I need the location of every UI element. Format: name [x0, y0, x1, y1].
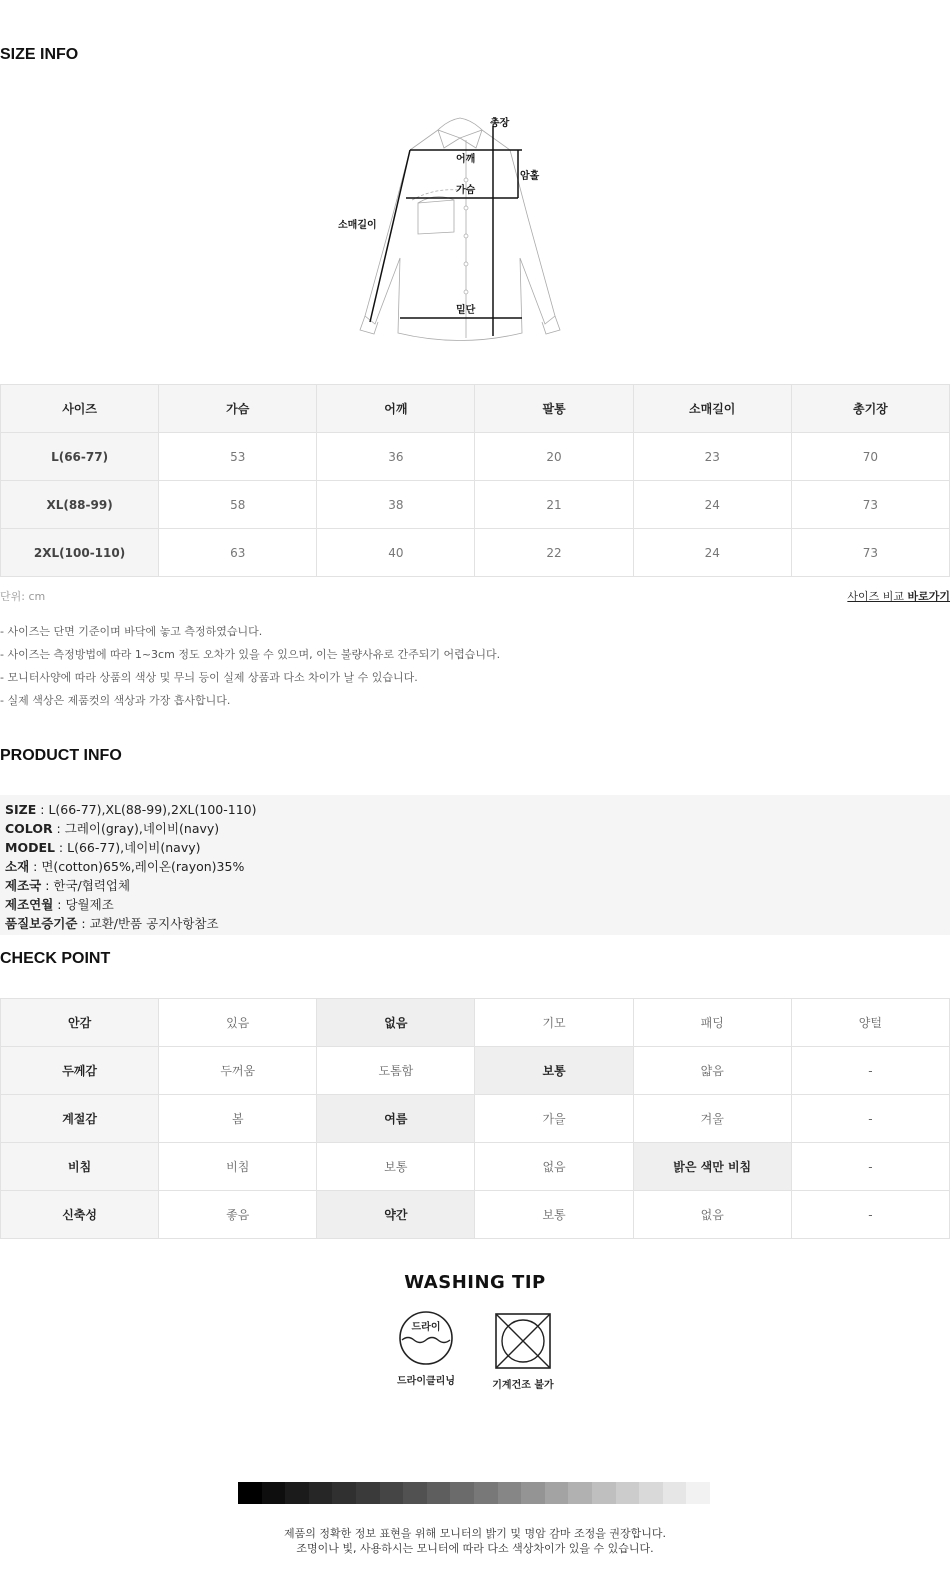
gray-swatch: [545, 1482, 569, 1504]
check-point-row: [1, 1191, 950, 1239]
no-tumble-dry-icon: [494, 1312, 552, 1370]
size-cell: 24: [633, 529, 791, 577]
size-cell: 24: [633, 481, 791, 529]
note-item: - 사이즈는 측정방법에 따라 1~3cm 정도 오차가 있을 수 있으며, 이는 불량사유로 간주되기 어렵습니다.: [0, 648, 501, 661]
size-compare-link-text: 바로가기: [907, 590, 950, 603]
check-point-option: 보통: [475, 1191, 633, 1239]
gray-swatch: [332, 1482, 356, 1504]
size-cell: 40: [317, 529, 475, 577]
monitor-note: [0, 1526, 950, 1556]
size-table-row: [1, 433, 950, 481]
gray-swatch: [450, 1482, 474, 1504]
gray-swatch: [285, 1482, 309, 1504]
product-info-separator: :: [29, 859, 42, 874]
gray-swatch: [238, 1482, 262, 1504]
product-info-title: PRODUCT INFO: [0, 747, 122, 764]
diagram-label-armhole: 암홀: [520, 171, 540, 182]
size-info-title: SIZE INFO: [0, 46, 79, 63]
product-info-key: COLOR: [5, 821, 53, 836]
gray-swatch: [356, 1482, 380, 1504]
dry-clean-item: [396, 1310, 456, 1387]
size-label: XL(88-99): [1, 481, 159, 529]
gray-swatch: [309, 1482, 333, 1504]
washing-tip-title: WASHING TIP: [404, 1272, 546, 1293]
check-point-row: [1, 1095, 950, 1143]
size-table-row: [1, 481, 950, 529]
product-info-key: 제조연월: [5, 897, 54, 912]
check-point-row: [1, 1047, 950, 1095]
unit-text: 단위: cm: [0, 590, 46, 603]
size-table: [0, 384, 950, 577]
product-info-row: [5, 914, 945, 933]
size-table-header-row: [1, 385, 950, 433]
diagram-label-sleeve: 소매길이: [338, 220, 377, 231]
product-info-row: [5, 838, 945, 857]
gray-swatch: [521, 1482, 545, 1504]
check-point-row: [1, 999, 950, 1047]
gray-swatch: [616, 1482, 640, 1504]
product-info-separator: :: [36, 802, 49, 817]
gray-swatch: [639, 1482, 663, 1504]
product-info-value: 한국/협력업체: [53, 878, 131, 893]
no-tumble-dry-label: 기계건조 불가: [492, 1380, 554, 1391]
size-compare-label: 사이즈 비교: [847, 590, 908, 603]
size-table-header: 소매길이: [633, 385, 791, 433]
size-cell: 21: [475, 481, 633, 529]
gray-swatch: [592, 1482, 616, 1504]
product-info-key: 소재: [5, 859, 30, 874]
size-cell: 70: [791, 433, 949, 481]
product-info-separator: :: [77, 916, 90, 931]
product-info-key: 제조국: [5, 878, 42, 893]
product-info-value: 당월제조: [65, 897, 114, 912]
gray-swatch: [686, 1482, 710, 1504]
check-point-row: [1, 1143, 950, 1191]
check-point-option: 기모: [475, 999, 633, 1047]
check-point-label: 안감: [1, 999, 159, 1047]
check-point-table: [0, 998, 950, 1239]
gray-swatch: [474, 1482, 498, 1504]
size-table-row: [1, 529, 950, 577]
check-point-label: 비침: [1, 1143, 159, 1191]
check-point-option-selected: 보통: [475, 1047, 633, 1095]
size-label: 2XL(100-110): [1, 529, 159, 577]
check-point-label: 계절감: [1, 1095, 159, 1143]
diagram-label-total-length: 총장: [490, 118, 510, 129]
check-point-option: 두꺼움: [159, 1047, 317, 1095]
check-point-option: -: [791, 1095, 949, 1143]
size-table-header: 팔통: [475, 385, 633, 433]
check-point-option: 가을: [475, 1095, 633, 1143]
diagram-label-shoulder: 어깨: [456, 154, 476, 165]
dry-clean-icon: [398, 1310, 454, 1366]
gray-swatch: [498, 1482, 522, 1504]
monitor-note-line: 조명이나 빛, 사용하시는 모니터에 따라 다소 색상차이가 있을 수 있습니다.: [296, 1542, 654, 1555]
product-info-row: [5, 819, 945, 838]
diagram-label-chest: 가슴: [456, 185, 476, 196]
size-table-header: 총기장: [791, 385, 949, 433]
product-info-separator: :: [41, 878, 54, 893]
product-info-row: [5, 800, 945, 819]
gray-swatch: [403, 1482, 427, 1504]
product-info-separator: :: [54, 840, 68, 855]
product-info-value: L(66-77),XL(88-99),2XL(100-110): [48, 802, 257, 817]
check-point-option: 도톰함: [317, 1047, 475, 1095]
product-info-row: [5, 876, 945, 895]
note-item: - 모니터사양에 따라 상품의 색상 및 무늬 등이 실제 상품과 다소 차이가 날 수 있습니다.: [0, 671, 418, 684]
size-cell: 73: [791, 529, 949, 577]
size-cell: 73: [791, 481, 949, 529]
gray-swatch: [568, 1482, 592, 1504]
no-tumble-dry-item: [490, 1312, 556, 1391]
product-info-value: 면(cotton)65%,레이온(rayon)35%: [41, 859, 245, 874]
check-point-option: 비침: [159, 1143, 317, 1191]
size-compare-link[interactable]: [847, 588, 950, 604]
size-cell: 58: [159, 481, 317, 529]
gray-swatch: [262, 1482, 286, 1504]
product-info-value: L(66-77),네이비(navy): [67, 840, 201, 855]
check-point-option: 봄: [159, 1095, 317, 1143]
size-table-header: 사이즈: [1, 385, 159, 433]
check-point-option: 겨울: [633, 1095, 791, 1143]
note-item: - 사이즈는 단면 기준이며 바닥에 놓고 측정하였습니다.: [0, 625, 263, 638]
check-point-title: CHECK POINT: [0, 950, 111, 967]
size-label: L(66-77): [1, 433, 159, 481]
product-info-box: [0, 795, 950, 935]
product-info-key: SIZE: [5, 802, 37, 817]
diagram-label-hem: 밑단: [456, 305, 476, 316]
check-point-option: 없음: [633, 1191, 791, 1239]
check-point-label: 신축성: [1, 1191, 159, 1239]
gray-swatch: [663, 1482, 687, 1504]
size-cell: 38: [317, 481, 475, 529]
check-point-option-selected: 여름: [317, 1095, 475, 1143]
check-point-option-selected: 밝은 색만 비침: [633, 1143, 791, 1191]
shirt-size-diagram: [330, 108, 590, 344]
size-cell: 63: [159, 529, 317, 577]
check-point-option: 있음: [159, 999, 317, 1047]
check-point-label: 두께감: [1, 1047, 159, 1095]
size-table-header: 어깨: [317, 385, 475, 433]
note-item: - 실제 색상은 제품컷의 색상과 가장 흡사합니다.: [0, 694, 231, 707]
gray-swatch: [427, 1482, 451, 1504]
product-info-key: MODEL: [5, 840, 55, 855]
size-cell: 20: [475, 433, 633, 481]
check-point-option: 좋음: [159, 1191, 317, 1239]
check-point-option-selected: 약간: [317, 1191, 475, 1239]
check-point-option: 얇음: [633, 1047, 791, 1095]
check-point-option: 패딩: [633, 999, 791, 1047]
check-point-option: -: [791, 1047, 949, 1095]
product-info-row: [5, 895, 945, 914]
size-table-header: 가슴: [159, 385, 317, 433]
product-info-separator: :: [53, 897, 66, 912]
product-info-key: 품질보증기준: [5, 916, 78, 931]
monitor-note-line: 제품의 정확한 정보 표현을 위해 모니터의 밝기 및 명암 감마 조정을 권장합니다.: [284, 1527, 666, 1540]
size-cell: 53: [159, 433, 317, 481]
gray-scale-strip: [238, 1482, 710, 1504]
check-point-option: -: [791, 1143, 949, 1191]
size-cell: 36: [317, 433, 475, 481]
size-cell: 23: [633, 433, 791, 481]
size-cell: 22: [475, 529, 633, 577]
product-info-separator: :: [52, 821, 65, 836]
size-notes: [0, 620, 500, 712]
check-point-option: 보통: [317, 1143, 475, 1191]
check-point-option: 없음: [475, 1143, 633, 1191]
product-info-value: 그레이(gray),네이비(navy): [64, 821, 220, 836]
product-info-value: 교환/반품 공지사항참조: [89, 916, 219, 931]
check-point-option-selected: 없음: [317, 999, 475, 1047]
dry-clean-label: 드라이클리닝: [397, 1376, 455, 1387]
check-point-option: 양털: [791, 999, 949, 1047]
dry-icon-text: 드라이: [411, 1322, 441, 1333]
product-info-row: [5, 857, 945, 876]
gray-swatch: [380, 1482, 404, 1504]
check-point-option: -: [791, 1191, 949, 1239]
